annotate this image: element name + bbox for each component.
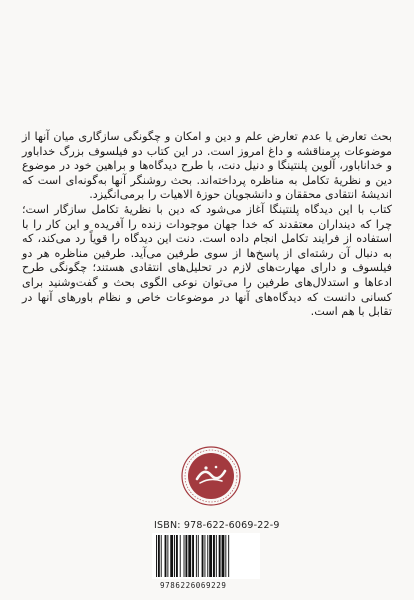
blurb-paragraph-2: کتاب با این دیدگاه پلنتینگا آغاز می‌شود که دین با نظریهٔ تکامل سازگار است؛ چرا که دینداران معتقدند که خدا جهان موجودات زنده را آفریده و این کار را با استفاده از فرایند تکامل انجام داده است. دنت این دیدگاه را قویاً رد می‌کند، که به دنبال آن رشته‌ای از پاسخ‌ها از سوی طرفین می‌آید. طرفین مناظره هر دو فیلسوف و دارای مهارت‌های لازم در تحلیل‌های انتقادی هستند؛ چگونگی طرح ادعاها و استدلال‌های طرفین را می‌توان نوعی الگوی بحث و گفت‌وشنید برای کسانی دانست که دیدگاه‌های آنها در موضوعات خاص و نظام باورهای آنها در تقابل با هم است. [22, 202, 392, 319]
isbn-label: ISBN: 978-622-6069-22-9 [154, 520, 280, 531]
blurb-text [22, 130, 392, 320]
barcode-image [152, 533, 260, 579]
publisher-logo-icon [180, 445, 242, 507]
barcode-number: 9786226069229 [160, 581, 227, 590]
blurb-paragraph-1: بحث تعارض یا عدم تعارض علم و دین و امکان و چگونگی سازگاری میان آنها از موضوعات پرمناقشه و داغ امروز است. در این کتاب دو فیلسوف بزرگ خداباور و خداناباور، آلوین پلنتینگا و دنیل دنت، با طرح دیدگاه‌ها و براهین خود در موضوع دین و نظریهٔ تکامل به مناظره پرداخته‌اند. بحث روشنگر آنها به‌گونه‌ای است که اندیشهٔ انتقادی محققان و دانشجویان حوزهٔ الاهیات را برمی‌انگیزد. [22, 130, 392, 202]
